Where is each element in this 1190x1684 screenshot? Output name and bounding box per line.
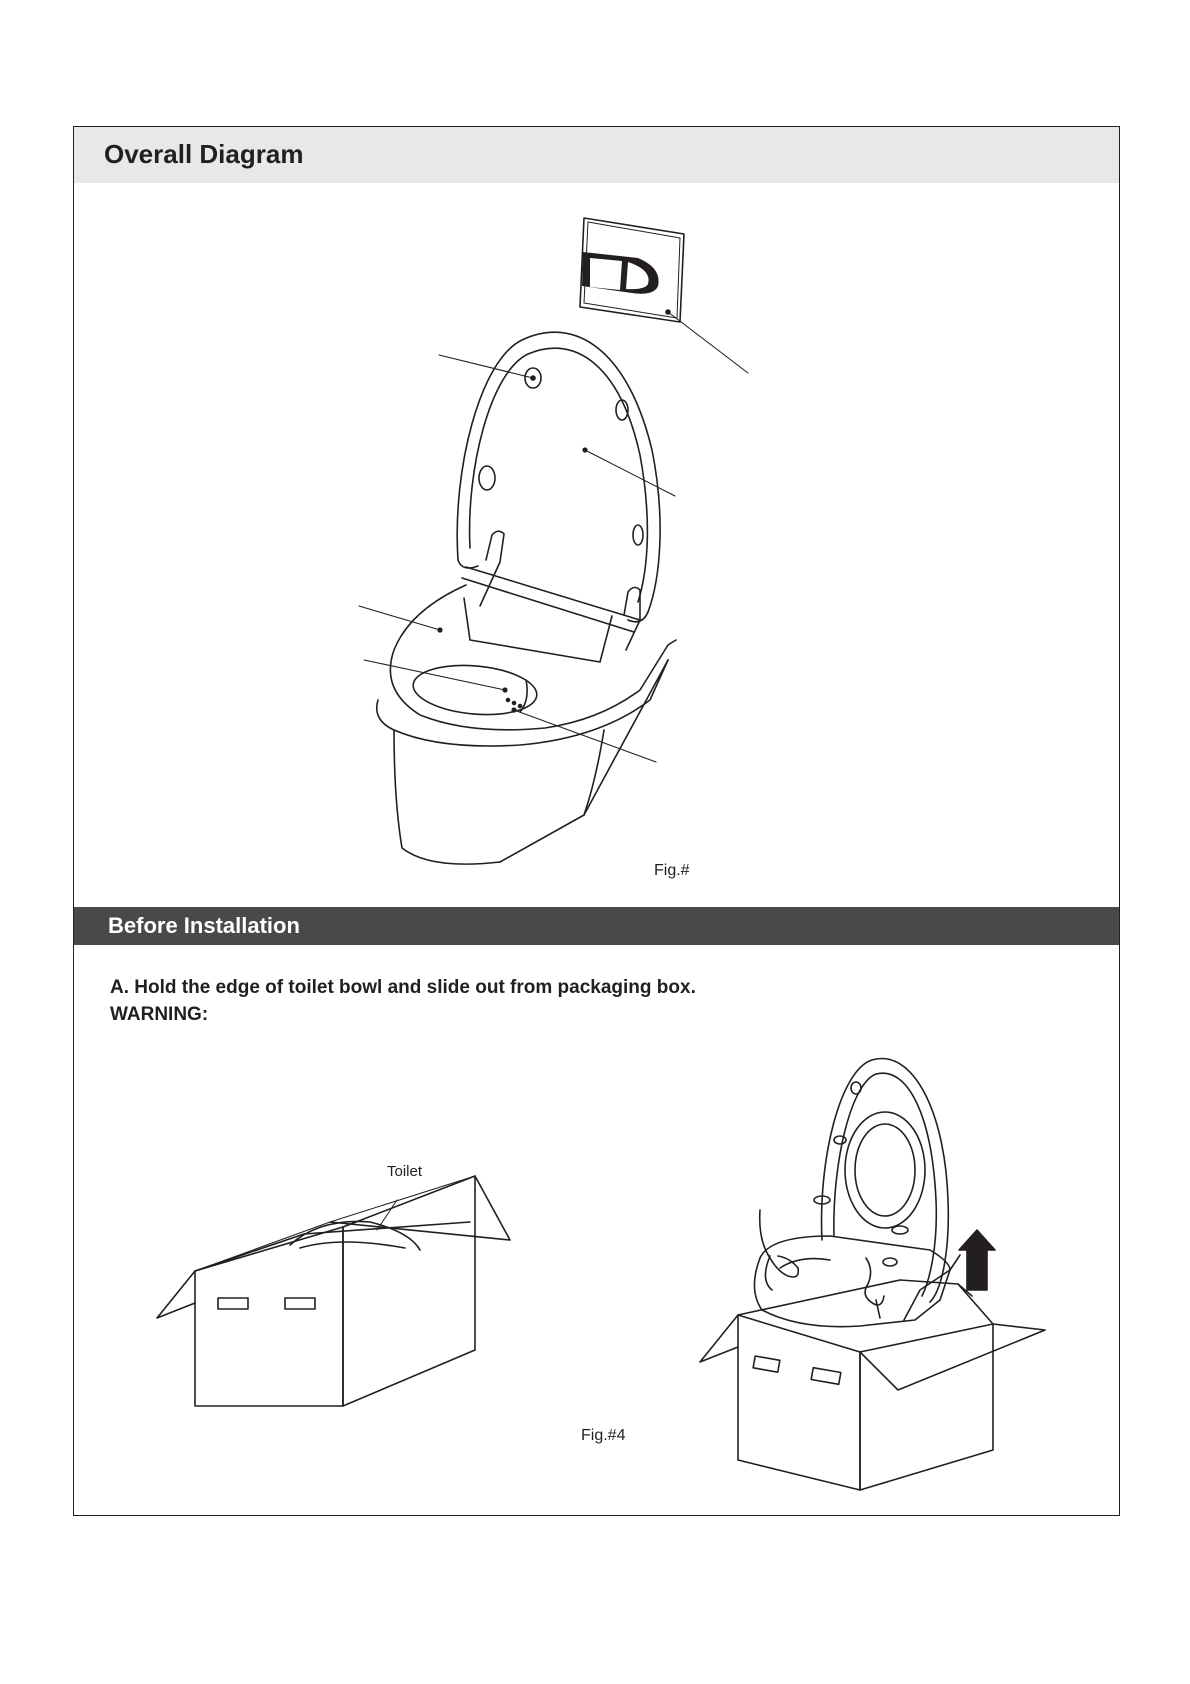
packaging-box-drawing [157, 1176, 510, 1406]
figure-label-overall: Fig.# [654, 862, 690, 879]
toilet-diagram [359, 218, 748, 864]
hinges-drawing [462, 531, 640, 650]
seat-and-bowl-drawing [377, 585, 676, 864]
control-panel-drawing [580, 218, 684, 322]
figure-label-fig4: Fig.#4 [581, 1427, 626, 1444]
toilet-callout-label: Toilet [387, 1163, 423, 1180]
unboxing-drawing [700, 1059, 1045, 1490]
overall-diagram-title: Overall Diagram [104, 139, 304, 169]
step-a-instruction: A. Hold the edge of toilet bowl and slide out from packaging box. [110, 977, 696, 998]
before-installation-title: Before Installation [108, 913, 300, 938]
warning-label: WARNING: [110, 1004, 209, 1025]
lid-drawing [457, 332, 660, 622]
